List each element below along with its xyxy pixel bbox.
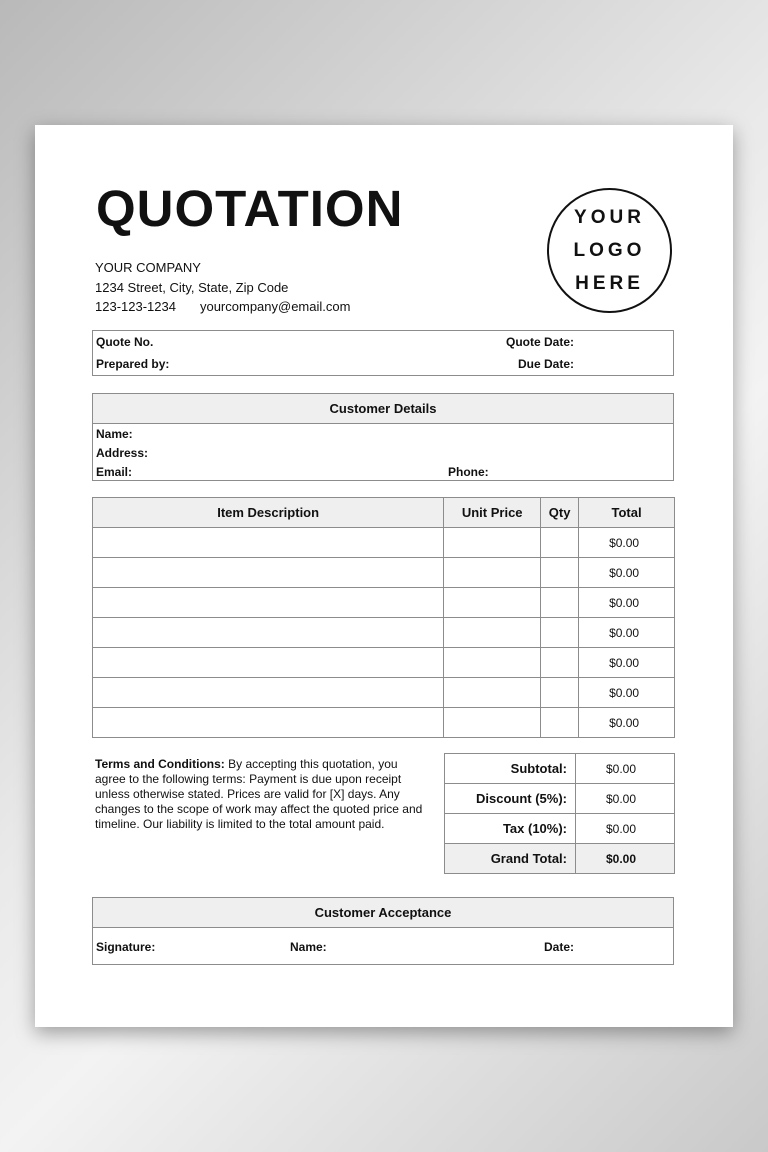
signature-label: Signature: bbox=[96, 940, 156, 954]
customer-acceptance-heading: Customer Acceptance bbox=[93, 898, 673, 928]
summary-row-tax bbox=[445, 814, 675, 844]
table-row bbox=[93, 618, 675, 648]
qty-cell bbox=[541, 558, 579, 588]
logo-placeholder bbox=[547, 188, 672, 313]
document-title: QUOTATION bbox=[96, 180, 404, 237]
terms-text: By accepting this quotation, you agree to the following terms: Payment is due upon receipt unless otherwise stated. Prices are valid for [X] days. Any changes to the scope of work may affect the quoted price and timeline. Our liability is limited to the total amount paid. bbox=[95, 757, 423, 831]
company-email: yourcompany@email.com bbox=[199, 299, 351, 314]
qty-cell bbox=[541, 648, 579, 678]
subtotal-value: $0.00 bbox=[576, 754, 675, 784]
unit-price-cell bbox=[444, 648, 541, 678]
qty-cell bbox=[541, 708, 579, 738]
quote-meta-box bbox=[92, 330, 674, 376]
customer-details-box bbox=[92, 393, 674, 481]
item-description-cell bbox=[93, 708, 444, 738]
col-total: Total bbox=[579, 498, 675, 528]
discount-label: Discount (5%): bbox=[445, 784, 576, 814]
unit-price-cell bbox=[444, 678, 541, 708]
total-cell: $0.00 bbox=[579, 588, 675, 618]
total-cell: $0.00 bbox=[579, 558, 675, 588]
qty-cell bbox=[541, 528, 579, 558]
item-description-cell bbox=[93, 528, 444, 558]
item-description-cell bbox=[93, 588, 444, 618]
discount-value: $0.00 bbox=[576, 784, 675, 814]
table-row bbox=[93, 528, 675, 558]
terms-and-conditions bbox=[95, 757, 430, 832]
summary-row-discount bbox=[445, 784, 675, 814]
customer-name-label: Name: bbox=[96, 427, 133, 441]
customer-details-heading: Customer Details bbox=[93, 394, 673, 424]
item-description-cell bbox=[93, 618, 444, 648]
company-info bbox=[95, 258, 350, 317]
item-description-cell bbox=[93, 648, 444, 678]
company-contact bbox=[95, 297, 350, 317]
table-row bbox=[93, 558, 675, 588]
logo-line-1: YOUR bbox=[574, 207, 645, 228]
customer-phone-label: Phone: bbox=[448, 465, 489, 479]
unit-price-cell bbox=[444, 588, 541, 618]
unit-price-cell bbox=[444, 708, 541, 738]
company-name: YOUR COMPANY bbox=[95, 260, 201, 275]
unit-price-cell bbox=[444, 618, 541, 648]
total-cell: $0.00 bbox=[579, 528, 675, 558]
logo-line-3: HERE bbox=[575, 273, 644, 294]
total-cell: $0.00 bbox=[579, 618, 675, 648]
customer-address-label: Address: bbox=[96, 446, 149, 460]
company-address: 1234 Street, City, State, Zip Code bbox=[95, 279, 289, 295]
grand-total-value: $0.00 bbox=[576, 844, 675, 874]
customer-acceptance-box bbox=[92, 897, 674, 965]
col-item-description: Item Description bbox=[93, 498, 444, 528]
summary-table bbox=[444, 753, 675, 874]
unit-price-cell bbox=[444, 528, 541, 558]
customer-email-label: Email: bbox=[96, 465, 133, 479]
quotation-page bbox=[35, 125, 733, 1027]
tax-label: Tax (10%): bbox=[445, 814, 576, 844]
table-row bbox=[93, 678, 675, 708]
acceptance-name-label: Name: bbox=[290, 940, 327, 954]
total-cell: $0.00 bbox=[579, 708, 675, 738]
total-cell: $0.00 bbox=[579, 678, 675, 708]
prepared-by-label: Prepared by: bbox=[96, 357, 170, 371]
due-date-label: Due Date: bbox=[517, 357, 574, 371]
subtotal-label: Subtotal: bbox=[445, 754, 576, 784]
qty-cell bbox=[541, 588, 579, 618]
logo-line-2: LOGO bbox=[573, 240, 646, 261]
items-header-row bbox=[93, 498, 675, 528]
col-qty: Qty bbox=[541, 498, 579, 528]
summary-row-grand-total bbox=[445, 844, 675, 874]
quote-date-label: Quote Date: bbox=[505, 335, 574, 349]
company-phone: 123-123-1234 bbox=[95, 299, 176, 314]
grand-total-label: Grand Total: bbox=[445, 844, 576, 874]
item-description-cell bbox=[93, 678, 444, 708]
qty-cell bbox=[541, 678, 579, 708]
item-description-cell bbox=[93, 558, 444, 588]
acceptance-date-label: Date: bbox=[544, 940, 575, 954]
tax-value: $0.00 bbox=[576, 814, 675, 844]
terms-label: Terms and Conditions: bbox=[95, 757, 225, 771]
items-table bbox=[92, 497, 675, 738]
quote-no-label: Quote No. bbox=[96, 335, 154, 349]
table-row bbox=[93, 708, 675, 738]
table-row bbox=[93, 648, 675, 678]
table-row bbox=[93, 588, 675, 618]
col-unit-price: Unit Price bbox=[444, 498, 541, 528]
total-cell: $0.00 bbox=[579, 648, 675, 678]
qty-cell bbox=[541, 618, 579, 648]
unit-price-cell bbox=[444, 558, 541, 588]
summary-row-subtotal bbox=[445, 754, 675, 784]
